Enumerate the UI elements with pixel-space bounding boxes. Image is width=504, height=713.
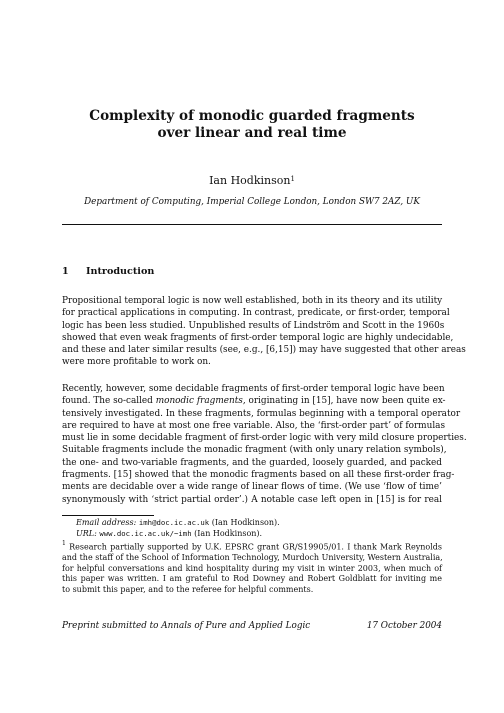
page-footer (62, 620, 442, 632)
section-heading (62, 265, 154, 278)
paragraph-line: are required to have at most one free variable. Also, the ‘first-order part’ of formulas (62, 420, 446, 431)
footnote-url (62, 529, 442, 540)
footer-journal: Preprint submitted to Annals of Pure and Applied Logic (62, 621, 311, 631)
paragraph-line: must lie in some decidable fragment of first-order logic with very mild closure properties. (62, 433, 467, 444)
paragraph-line: showed that even weak fragments of first-order temporal logic are highly undecidable, (62, 332, 454, 343)
paragraph-line: logic has been less studied. Unpublished results of Lindström and Scott in the 1960s (62, 320, 445, 331)
author (62, 174, 442, 188)
paragraph-line: for practical applications in computing. In contrast, predicate, or first-order, temporal (62, 308, 450, 319)
footnote-line: to submit this paper, and to the referee for helpful comments. (62, 585, 314, 595)
title-rule (62, 224, 442, 225)
paragraph-line: Suitable fragments include the monadic fragment (with only unary relation symbols), (62, 445, 447, 456)
paragraph-line: ments are decidable over a wide range of linear flows of time. (We use ‘flow of time’ (62, 482, 442, 493)
paragraph-2 (62, 383, 467, 506)
paragraph-line: the one- and two-variable fragments, and the guarded, loosely guarded, and packed (62, 457, 442, 468)
footnote-line: this paper was written. I am grateful to Rod Downey and Robert Goldblatt for inviting me (62, 574, 442, 584)
paragraph-line: fragments. [15] showed that the monodic fragments based on all these first-order frag- (62, 470, 455, 481)
text-run: , originating in [15], have now been quite ex- (242, 396, 446, 407)
section-number: 1 (62, 266, 69, 277)
footnote-line: for helpful conversations and kind hospitality during my visit in winter 2003, when much of (62, 563, 442, 573)
paragraph-line: Recently, however, some decidable fragments of first-order temporal logic have been (62, 384, 445, 394)
email-owner: (Ian Hodkinson). (211, 518, 280, 527)
paragraph-1 (62, 295, 466, 369)
footnote-line (62, 540, 442, 553)
affiliation: Department of Computing, Imperial College London, London SW7 2AZ, UK (84, 197, 420, 207)
footer-date: 17 October 2004 (366, 621, 442, 631)
url-label: URL: (76, 529, 97, 538)
email-label: Email address: (76, 518, 137, 527)
footnote-line: and the staff of the School of Information Technology, Murdoch University, Western Australia, (62, 553, 443, 563)
footnote-rule (62, 515, 154, 516)
footnote-email (62, 518, 442, 529)
paper-title (62, 108, 442, 142)
title-line-2: over linear and real time (157, 125, 347, 141)
footnote-text: Research partially supported by U.K. EPSRC grant GR/S19905/01. I thank Mark Reynolds (69, 542, 442, 552)
email-address[interactable]: imh@doc.ic.ac.uk (138, 518, 210, 527)
paragraph-line: Propositional temporal logic is now well established, both in its theory and its utility (62, 296, 443, 306)
footnote-mark: 1 (62, 540, 66, 547)
title-line-1: Complexity of monodic guarded fragments (89, 108, 415, 124)
paragraph-line: were more profitable to work on. (62, 357, 211, 368)
text-run: found. The so-called (62, 396, 156, 407)
emphasis-monodic-fragments: monodic fragments (155, 396, 243, 407)
section-title: Introduction (86, 266, 155, 277)
url-link[interactable]: www.doc.ic.ac.uk/~imh (99, 529, 192, 538)
paragraph-line (62, 395, 446, 407)
author-name: Ian Hodkinson (209, 174, 291, 187)
footnote-acknowledgement (62, 540, 442, 596)
paragraph-line: and these and later similar results (see, e.g., [6,15]) may have suggested that other areas (62, 345, 466, 356)
url-owner: (Ian Hodkinson). (194, 529, 263, 538)
paragraph-line: tensively investigated. In these fragments, formulas beginning with a temporal operator (62, 408, 461, 419)
paragraph-line: synonymously with ‘strict partial order’.) A notable case left open in [15] is for real (62, 494, 442, 505)
author-footnote-mark: 1 (290, 175, 295, 183)
